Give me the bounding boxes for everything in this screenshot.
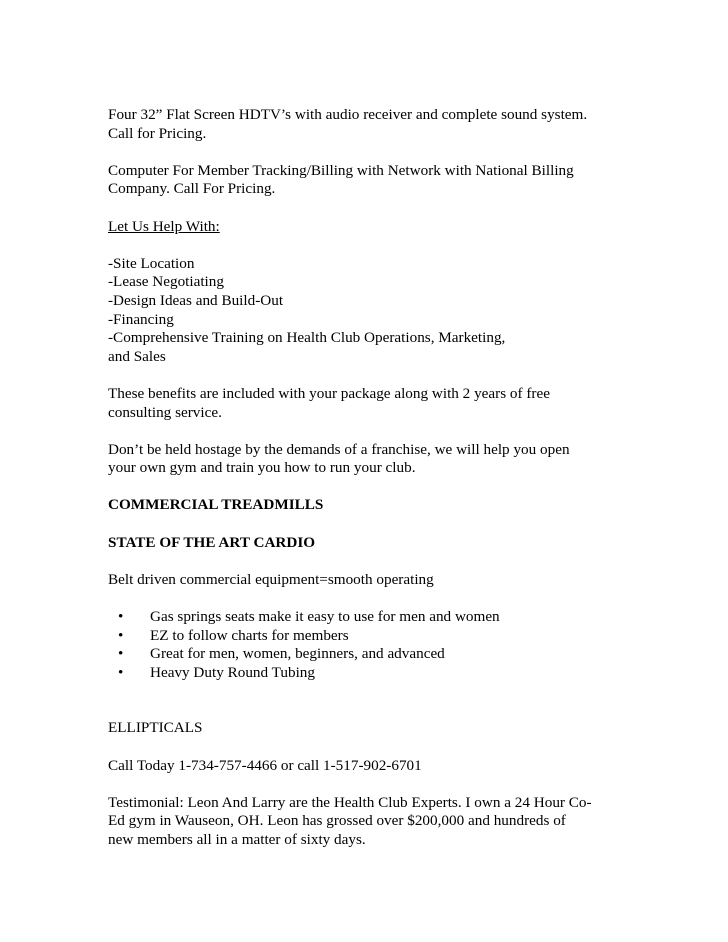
- help-item: -Site Location: [108, 254, 195, 272]
- list-item: [108, 664, 668, 683]
- bullet-icon: •: [118, 645, 124, 663]
- call-paragraph: [108, 757, 668, 776]
- text-line: Call for Pricing.: [108, 124, 207, 142]
- bullet-icon: •: [118, 608, 124, 626]
- text-line: consulting service.: [108, 403, 222, 421]
- treadmills-heading-paragraph: [108, 496, 668, 515]
- list-item-text: Gas springs seats make it easy to use for men and women: [150, 608, 500, 626]
- help-list: [108, 255, 668, 367]
- ellipticals-heading: ELLIPTICALS: [108, 719, 203, 737]
- text-line: new members all in a matter of sixty days.: [108, 830, 366, 848]
- list-item: [108, 627, 668, 646]
- text-line: These benefits are included with your package along with 2 years of free: [108, 384, 550, 402]
- text-line: Don’t be held hostage by the demands of a franchise, we will help you open: [108, 440, 570, 458]
- help-item: -Comprehensive Training on Health Club Operations, Marketing,: [108, 329, 506, 347]
- hdtv-paragraph: [108, 106, 668, 143]
- text-line: Company. Call For Pricing.: [108, 180, 276, 198]
- features-list: [108, 608, 668, 682]
- text-line: your own gym and train you how to run your club.: [108, 459, 416, 477]
- call-today-text: Call Today 1-734-757-4466 or call 1-517-902-6701: [108, 756, 422, 774]
- cardio-heading: STATE OF THE ART CARDIO: [108, 533, 316, 551]
- text-line: Computer For Member Tracking/Billing with Network with National Billing: [108, 161, 574, 179]
- list-item: [108, 608, 668, 627]
- help-item: and Sales: [108, 347, 166, 365]
- text-line: Ed gym in Wauseon, OH. Leon has grossed over $200,000 and hundreds of: [108, 812, 566, 830]
- text-line: Four 32” Flat Screen HDTV’s with audio receiver and complete sound system.: [108, 106, 588, 123]
- help-item: -Design Ideas and Build-Out: [108, 291, 284, 309]
- treadmills-heading: COMMERCIAL TREADMILLS: [108, 496, 324, 514]
- ellipticals-paragraph: [108, 719, 668, 738]
- bullet-icon: •: [118, 663, 124, 681]
- list-item-text: Heavy Duty Round Tubing: [150, 663, 315, 681]
- document-body: [108, 106, 668, 868]
- list-item-text: Great for men, women, beginners, and advanced: [150, 645, 445, 663]
- list-item-text: EZ to follow charts for members: [150, 626, 349, 644]
- help-heading: Let Us Help With:: [108, 217, 220, 235]
- belt-paragraph: [108, 571, 668, 590]
- computer-paragraph: [108, 162, 668, 199]
- bullet-icon: •: [118, 626, 124, 644]
- text-line: Testimonial: Leon And Larry are the Health Club Experts. I own a 24 Hour Co-: [108, 793, 592, 811]
- belt-line: Belt driven commercial equipment=smooth operating: [108, 570, 434, 588]
- help-heading-paragraph: [108, 218, 668, 237]
- cardio-heading-paragraph: [108, 534, 668, 553]
- list-item: [108, 645, 668, 664]
- benefits-paragraph: [108, 385, 668, 422]
- help-item: -Financing: [108, 310, 174, 328]
- help-item: -Lease Negotiating: [108, 273, 224, 291]
- franchise-paragraph: [108, 441, 668, 478]
- testimonial-paragraph: [108, 794, 668, 850]
